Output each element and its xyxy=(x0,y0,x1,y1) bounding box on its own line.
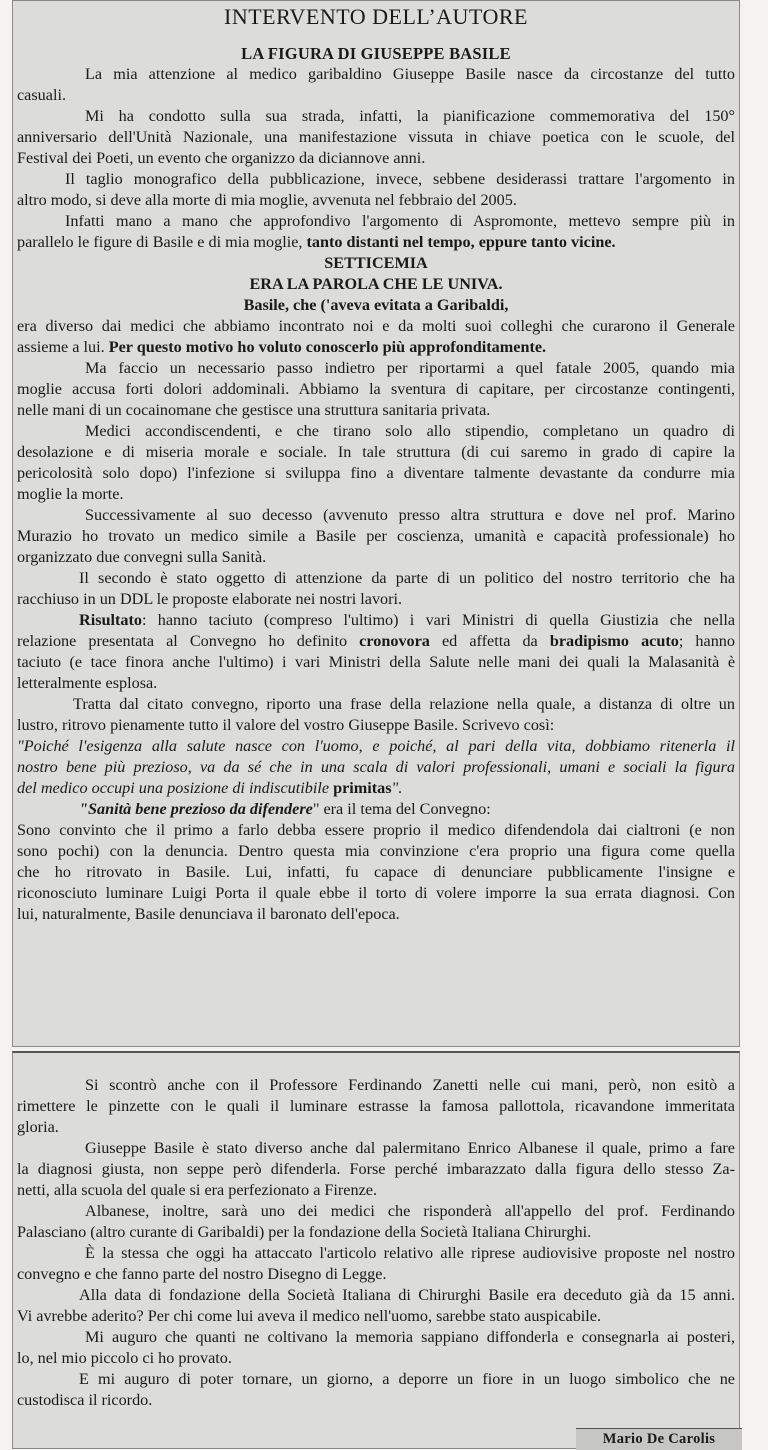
text-line: È la stessa che oggi ha attaccato l'articolo relativo alle riprese audiovisive proposte nel nostro xyxy=(85,1244,735,1262)
italic-span: "Poiché l'esigenza alla salute nasce con l'uomo, e poiché, al pari della vita, dobbiamo ritenerla il xyxy=(17,737,735,755)
text-span: parallelo le figure di Basile e di mia moglie, xyxy=(17,233,307,251)
article-body-bottom xyxy=(17,1075,735,1411)
text-span: " era il tema del Convegno: xyxy=(312,800,491,818)
text-line: Vi avrebbe aderito? Per chi come lui aveva il medico nell'uomo, sarebbe stato auspicabile. xyxy=(17,1307,602,1325)
text-line: nelle mani di un cocainomane che gestisce una struttura sanitaria privata. xyxy=(17,401,491,419)
text-line xyxy=(17,799,735,820)
text-line: La mia attenzione al medico garibaldino Giuseppe Basile nasce da circostanze del tutto xyxy=(85,65,735,83)
bold-span: tanto distanti nel tempo, eppure tanto vicine. xyxy=(306,233,616,251)
subheading-univa: ERA LA PAROLA CHE LE UNIVA. xyxy=(249,275,503,293)
text-line: altro modo, si deve alla morte di mia moglie, avvenuta nel febbraio del 2005. xyxy=(17,191,517,209)
text-line: che ho ritrovato in Basile. Lui, infatti, fu capace di denunciare pubblicamente l'insigne e xyxy=(17,863,735,881)
text-line xyxy=(17,232,735,253)
section-heading: LA FIGURA DI GIUSEPPE BASILE xyxy=(241,44,511,63)
text-line: riconosciuto luminare Luigi Porta il quale ebbe il torto di volere imporre la sua errata diagnosi. Con xyxy=(17,884,735,902)
subheading-basile: Basile, che ('aveva evitata a Garibaldi, xyxy=(243,296,509,314)
text-line: anniversario dell'Unità Nazionale, una manifestazione vissuta in chiave poetica con le scuole, del xyxy=(17,128,735,146)
text-line: Giuseppe Basile è stato diverso anche dal palermitano Enrico Albanese il quale, primo a fare xyxy=(85,1139,735,1157)
bold-span: cronovora xyxy=(359,632,430,650)
text-line: gloria. xyxy=(17,1118,59,1136)
text-span: ed affetta da xyxy=(429,632,550,650)
text-line: Infatti mano a mano che approfondivo l'argomento di Aspromonte, mettevo sempre più in xyxy=(65,212,735,230)
text-line: moglie accusa forti dolori addominali. Abbiamo la sventura di capitare, per circostanze contingenti, xyxy=(17,380,735,398)
text-line: organizzato due convegni sulla Sanità. xyxy=(17,548,267,566)
italic-span: ". xyxy=(391,779,403,797)
text-line: Alla data di fondazione della Società Italiana di Chirurghi Basile era deceduto già da 15 anni. xyxy=(79,1286,735,1304)
text-line: custodisca il ricordo. xyxy=(17,1391,153,1409)
text-line: Mi ha condotto sulla sua strada, infatti, la pianificazione commemorativa del 150° xyxy=(85,107,735,125)
quote-line xyxy=(17,757,735,778)
text-line: la diagnosi giusta, non seppe però difenderla. Forse perché imbarazzato dalla figura dello stesso Za- xyxy=(17,1160,735,1178)
text-line: letteralmente esplosa. xyxy=(17,674,158,692)
text-line: Si scontrò anche con il Professore Ferdinando Zanetti nelle cui mani, però, non esitò a xyxy=(85,1076,735,1094)
quote-line xyxy=(17,736,735,757)
text-line: pericolosità solo dopo) l'infezione si sviluppa fino a diventare talmente devastante da condurre mia xyxy=(17,464,735,482)
text-line: netti, alla scuola del quale si era perfezionato a Firenze. xyxy=(17,1181,378,1199)
text-line: lustro, ritrovo pienamente tutto il valore del vostro Giuseppe Basile. Scrivevo così: xyxy=(17,716,555,734)
text-span: : hanno taciuto (compreso l'ultimo) i vari Ministri di quella Giustizia che nella xyxy=(141,611,735,629)
text-line: Festival dei Poeti, un evento che organizzo da diciannove anni. xyxy=(17,149,426,167)
text-line: racchiuso in un DDL le proposte elaborate nei nostri lavori. xyxy=(17,590,403,608)
text-line: Sono convinto che il primo a farlo debba essere proprio il medico difendendola dai cialtroni (e non xyxy=(17,821,735,839)
text-line xyxy=(17,631,735,652)
text-line: lui, naturalmente, Basile denunciava il baronato dell'epoca. xyxy=(17,905,400,923)
text-line: rimettere le pinzette con le quali il luminare estrasse la famosa pallottola, ricavandone immeritata xyxy=(17,1097,735,1115)
bold-span: Per questo motivo ho voluto conoscerlo più approfonditamente. xyxy=(108,338,547,356)
quote-line xyxy=(17,778,735,799)
text-line: Medici accondiscendenti, e che tirano solo allo stipendio, completano un quadro di xyxy=(85,422,735,440)
bold-span: Risultato xyxy=(79,611,142,629)
italic-span: del medico occupi una posizione di indiscutibile xyxy=(17,779,334,797)
text-line: sono pochi) con la denuncia. Dentro questa mia convinzione c'era proprio una figura come quella xyxy=(17,842,735,860)
bold-italic-span: "Sanità bene prezioso da difendere xyxy=(79,800,313,818)
text-span: relazione presentata al Convegno ho definito xyxy=(17,632,360,650)
page-title: INTERVENTO DELL’AUTORE xyxy=(224,4,528,29)
text-line: Successivamente al suo decesso (avvenuto presso altra struttura e dove nel prof. Marino xyxy=(85,506,735,524)
article-bottom-panel xyxy=(12,1051,740,1449)
text-line: Il taglio monografico della pubblicazione, invece, sebbene desiderassi trattare l'argomento in xyxy=(65,170,735,188)
text-line: E mi auguro di poter tornare, un giorno, a deporre un fiore in un luogo simbolico che ne xyxy=(79,1370,735,1388)
text-line: Palasciano (altro curante di Garibaldi) per la fondazione della Società Italiana Chirurghi. xyxy=(17,1223,592,1241)
text-span: assieme a lui. xyxy=(17,338,109,356)
text-line: era diverso dai medici che abbiamo incontrato noi e da molti suoi colleghi che curarono il Generale xyxy=(17,317,735,335)
text-line: Mi auguro che quanti ne coltivano la memoria sappiano diffonderla e consegnarla ai posteri, xyxy=(85,1328,735,1346)
text-span: ; hanno xyxy=(678,632,735,650)
text-line: taciuto (e tace finora anche l'ultimo) i vari Ministri della Salute nelle mani dei quali la Malasanità è xyxy=(17,653,735,671)
text-line: Murazio ho trovato un medico simile a Basile per coscienza, umanità e capacità professionale) ho xyxy=(17,527,735,545)
author-signature: Mario De Carolis xyxy=(576,1428,742,1450)
text-line: Tratta dal citato convegno, riporto una frase della relazione nella quale, a distanza di oltre un xyxy=(73,695,735,713)
bold-span: primitas xyxy=(333,779,392,797)
subheading-setticemia: SETTICEMIA xyxy=(324,254,428,272)
text-line xyxy=(17,610,735,631)
text-line: Albanese, inoltre, sarà uno dei medici che risponderà all'appello del prof. Ferdinando xyxy=(85,1202,735,1220)
text-line: convegno e che fanno parte del nostro Disegno di Legge. xyxy=(17,1265,387,1283)
article-top-panel xyxy=(12,0,740,1047)
text-line: desolazione e di miseria morale e sociale. In tale struttura (di cui saremo in grado di capire la xyxy=(17,443,735,461)
text-line: lo, nel mio piccolo ci ho provato. xyxy=(17,1349,232,1367)
text-line: casuali. xyxy=(17,86,66,104)
text-line xyxy=(17,337,735,358)
article-body-top xyxy=(17,43,735,925)
text-line: Ma faccio un necessario passo indietro per riportarmi a quel fatale 2005, quando mia xyxy=(85,359,735,377)
text-line: moglie la morte. xyxy=(17,485,124,503)
italic-span: nostro bene più prezioso, va da sé che in una scala di valori professionali, umani e sociali la figura xyxy=(17,758,735,776)
text-line: Il secondo è stato oggetto di attenzione da parte di un politico del nostro territorio che ha xyxy=(79,569,735,587)
bold-span: bradipismo acuto xyxy=(549,632,679,650)
